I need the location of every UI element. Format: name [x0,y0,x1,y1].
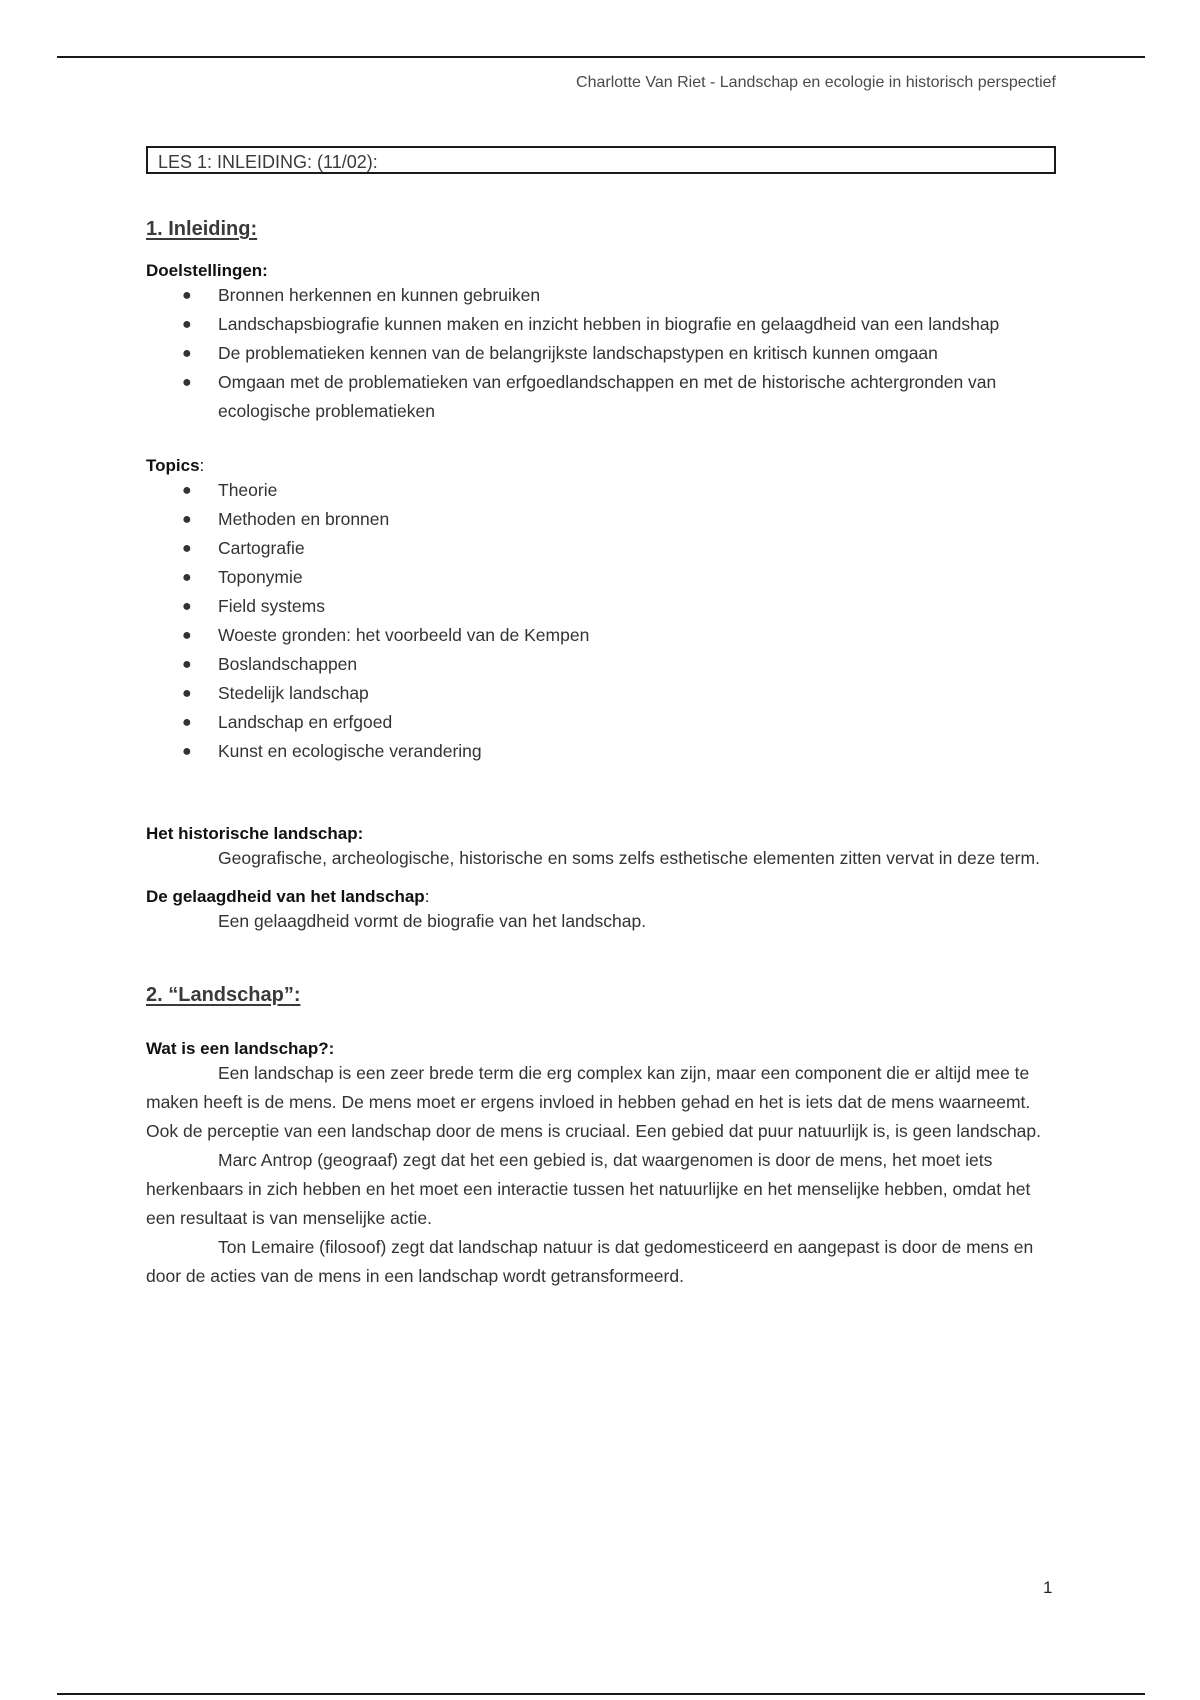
list-item: ● Woeste gronden: het voorbeeld van de Kempen [146,621,1056,650]
page-content [146,146,1056,1291]
bullet-icon: ● [182,627,192,644]
list-item: ● Field systems [146,592,1056,621]
wat-paragraph: Een landschap is een zeer brede term die erg complex kan zijn, maar een component die er altijd mee te maken heeft is de mens. De mens moet er ergens invloed in hebben gehad en het is iets dat de mens waarneemt. Ook de perceptie van een landschap door de mens is cruciaal. Een gebied dat puur natuurlijk is, is geen landschap. [146,1063,1042,1141]
wat-paragraph: Ton Lemaire (filosoof) zegt dat landschap natuur is dat gedomesticeerd en aangepast is door de mens en door de acties van de mens in een landschap wordt getransformeerd. [146,1237,1034,1286]
bullet-icon: ● [182,511,192,528]
wat-heading: Wat is een landschap?: [146,1039,335,1058]
doelstellingen-heading: Doelstellingen: [146,261,268,280]
list-item: ● Landschap en erfgoed [146,708,1056,737]
gelaagdheid-heading: De gelaagdheid van het landschap: [146,887,430,906]
bullet-icon: ● [182,287,192,304]
bullet-icon: ● [182,569,192,586]
bottom-rule [57,1693,1145,1695]
list-item: ● Cartografie [146,534,1056,563]
page-number: 1 [1043,1578,1053,1597]
historisch-heading: Het historische landschap: [146,824,364,843]
bullet-icon: ● [182,482,192,499]
bullet-icon: ● [182,743,192,760]
list-item: ● Methoden en bronnen [146,505,1056,534]
bullet-icon: ● [182,316,192,333]
list-item: ● De problematieken kennen van de belangrijkste landschapstypen en kritisch kunnen omgaan [146,339,1056,368]
bullet-icon: ● [182,714,192,731]
bullet-icon: ● [182,345,192,362]
topics-heading: Topics: [146,456,205,475]
bullet-icon: ● [182,656,192,673]
list-item: ● Kunst en ecologische verandering [146,737,1056,766]
section-title-landschap: 2. “Landschap”: [146,984,301,1006]
list-item: ● Boslandschappen [146,650,1056,679]
list-item: ● Bronnen herkennen en kunnen gebruiken [146,281,1056,310]
bullet-icon: ● [182,598,192,615]
list-item: ● Omgaan met de problematieken van erfgoedlandschappen en met de historische achtergronden van ecologische problematieken [146,368,1056,426]
topics-list [146,476,1056,766]
doelstellingen-list [146,281,1056,426]
section-title-inleiding: 1. Inleiding: [146,218,258,240]
bullet-icon: ● [182,685,192,702]
historisch-text: Geografische, archeologische, historische en soms zelfs esthetische elementen zitten vervat in deze term. [218,848,1040,868]
list-item: ● Landschapsbiografie kunnen maken en inzicht hebben in biografie en gelaagdheid van een landshap [146,310,1056,339]
gelaagdheid-text: Een gelaagdheid vormt de biografie van het landschap. [218,911,647,931]
bullet-icon: ● [182,374,192,391]
list-item: ● Stedelijk landschap [146,679,1056,708]
lesson-title-box: LES 1: INLEIDING: (11/02): [146,146,1056,174]
top-rule [57,56,1145,58]
running-header: Charlotte Van Riet - Landschap en ecologie in historisch perspectief [576,74,1056,91]
wat-paragraph: Marc Antrop (geograaf) zegt dat het een gebied is, dat waargenomen is door de mens, het moet iets herkenbaars in zich hebben en het moet een interactie tussen het natuurlijke en het menselijke hebben, omdat het een resultaat is van menselijke actie. [146,1150,1031,1228]
list-item: ● Toponymie [146,563,1056,592]
list-item: ● Theorie [146,476,1056,505]
bullet-icon: ● [182,540,192,557]
